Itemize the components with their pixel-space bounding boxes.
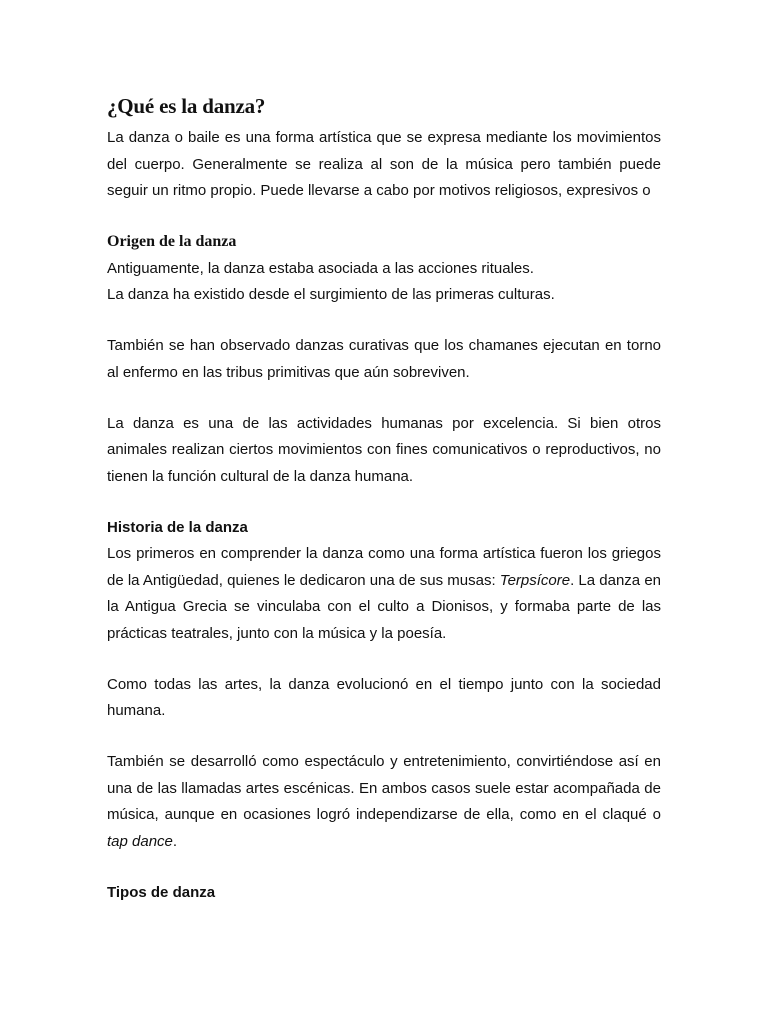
spacer — [107, 725, 661, 750]
page-title: ¿Qué es la danza? — [107, 94, 266, 118]
spacer — [107, 647, 661, 672]
origen-paragraph-2: También se han observado danzas curativas que los chamanes ejecutan en torno al enfermo en las tribus primitivas que aún sobreviven. — [107, 337, 661, 381]
historia-paragraph-3 — [107, 749, 661, 855]
section-heading-historia: Historia de la danza — [107, 518, 248, 536]
historia-p3-text: También se desarrolló como espectáculo y entretenimiento, convirtiéndose así en una de las llamadas artes escénicas. En ambos casos suele estar acompañada de música, aunque en ocasiones logró independizarse de ella, como en el claqué o — [107, 753, 661, 823]
origen-line-1: Antiguamente, la danza estaba asociada a las acciones rituales. — [107, 259, 534, 277]
historia-paragraph-2: Como todas las artes, la danza evolucionó en el tiempo junto con la sociedad humana. — [107, 675, 661, 719]
historia-p3-text-end: . — [172, 832, 178, 850]
origen-paragraph-3: La danza es una de las actividades humanas por excelencia. Si bien otros animales realizan ciertos movimientos con fines comunicativos o reproductivos, no tienen la función cultural de la danza humana. — [107, 414, 661, 485]
document-content — [107, 92, 661, 906]
spacer — [107, 309, 661, 334]
spacer — [107, 490, 661, 515]
historia-p1-text-end: . La danza en la Antigua Grecia se vinculaba con el culto a Dionisos, y formaba parte de las prácticas teatrales, junto con la música y la poesía. — [107, 571, 662, 642]
origen-line-2: La danza ha existido desde el surgimiento de las primeras culturas. — [107, 286, 555, 303]
spacer — [107, 205, 661, 230]
historia-p1-italic: Terpsícore — [499, 571, 571, 589]
section-heading-tipos: Tipos de danza — [107, 883, 216, 901]
historia-p3-italic: tap dance — [107, 832, 173, 850]
section-heading-origen: Origen de la danza — [107, 233, 237, 250]
spacer — [107, 855, 661, 880]
historia-paragraph-1 — [107, 541, 661, 647]
intro-paragraph: La danza o baile es una forma artística que se expresa mediante los movimientos del cuerpo. Generalmente se realiza al son de la música pero también puede seguir un ritmo propio. Puede llevarse a cabo por motivos religiosos, expresivos o — [107, 129, 661, 199]
historia-p1-text: Los primeros en comprender la danza como una forma artística fueron los griegos de la Antigüedad, quienes le dedicaron una de sus musas: — [107, 545, 661, 589]
spacer — [107, 386, 661, 411]
